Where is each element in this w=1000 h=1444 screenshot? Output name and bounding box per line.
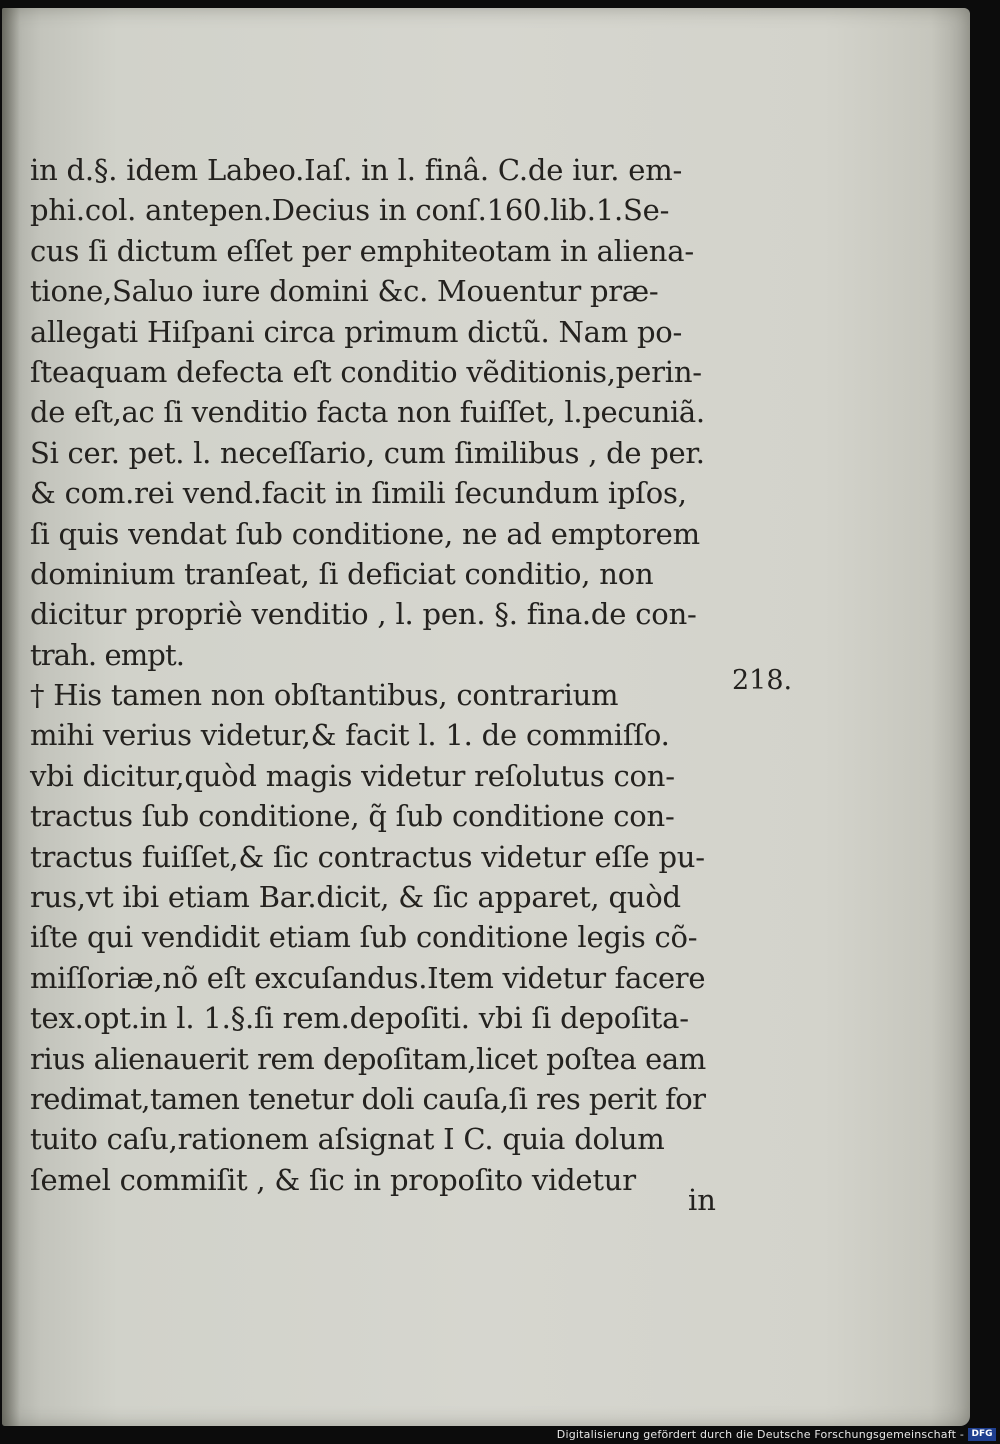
text-line: tione,Saluo iure domini &c. Mouentur præ- <box>30 274 659 309</box>
text-line: dominium tranſeat, ſi deficiat conditio, non <box>30 556 654 591</box>
funding-credit: Digitalisierung gefördert durch die Deutsche Forschungsgemeinschaft - <box>556 1428 964 1441</box>
marginal-note: 218. <box>732 665 793 696</box>
page-gutter-shadow <box>2 8 20 1426</box>
text-line: † His tamen non obſtantibus, contrarium <box>30 678 619 713</box>
text-line: in d.§. idem Labeo.Iaſ. in l. finâ. C.de iur. em- <box>30 153 683 187</box>
text-line: iſte qui vendidit etiam ſub conditione legis cõ- <box>30 920 698 955</box>
text-line: vbi dicitur,quòd magis videtur reſolutus con- <box>30 758 675 793</box>
text-line: trah. empt. <box>30 637 185 672</box>
text-line: ſi quis vendat ſub conditione, ne ad emptorem <box>30 516 700 551</box>
text-line: & com.rei vend.facit in ſimili ſecundum ipſos, <box>30 476 687 511</box>
text-line: cus ſi dictum eſſet per emphiteotam in aliena- <box>30 233 694 268</box>
text-line: ſemel commiſit , & ſic in propoſito videtur <box>30 1162 636 1197</box>
text-line: de eſt,ac ſi venditio facta non fuiſſet, l.pecuniã. <box>30 395 705 430</box>
text-line: tractus fuiſſet,& ſic contractus videtur eſſe pu- <box>30 839 705 874</box>
text-line: tex.opt.in l. 1.§.ſi rem.depoſiti. vbi ſi depoſita- <box>30 1001 689 1036</box>
text-line: dicitur propriè venditio , l. pen. §. fina.de con- <box>30 597 697 632</box>
text-line: phi.col. antepen.Decius in conſ.160.lib.1.Se- <box>30 193 670 228</box>
body-text <box>30 150 720 1200</box>
text-line: ſteaquam defecta eſt conditio vẽditionis,perin- <box>30 354 702 389</box>
catchword: in <box>688 1183 716 1217</box>
text-line: redimat,tamen tenetur doli cauſa,ſi res perit for <box>30 1081 706 1116</box>
text-line: allegati Hiſpani circa primum dictũ. Nam po- <box>30 314 683 349</box>
text-line: Si cer. pet. l. neceſſario, cum ſimilibus , de per. <box>30 435 705 470</box>
text-line: mihi verius videtur,& facit l. 1. de commiſſo. <box>30 718 670 753</box>
text-line: miſſoriæ,nõ eſt excuſandus.Item videtur facere <box>30 960 706 995</box>
text-line: rus,vt ibi etiam Bar.dicit, & ſic apparet, quòd <box>30 880 681 915</box>
dfg-logo-icon: DFG <box>968 1428 996 1441</box>
text-line: tractus ſub conditione, q̃ ſub conditione con- <box>30 799 675 834</box>
text-line: tuito caſu,rationem aſsignat I C. quia dolum <box>30 1122 665 1157</box>
text-line: rius alienauerit rem depoſitam,licet poſtea eam <box>30 1041 706 1076</box>
